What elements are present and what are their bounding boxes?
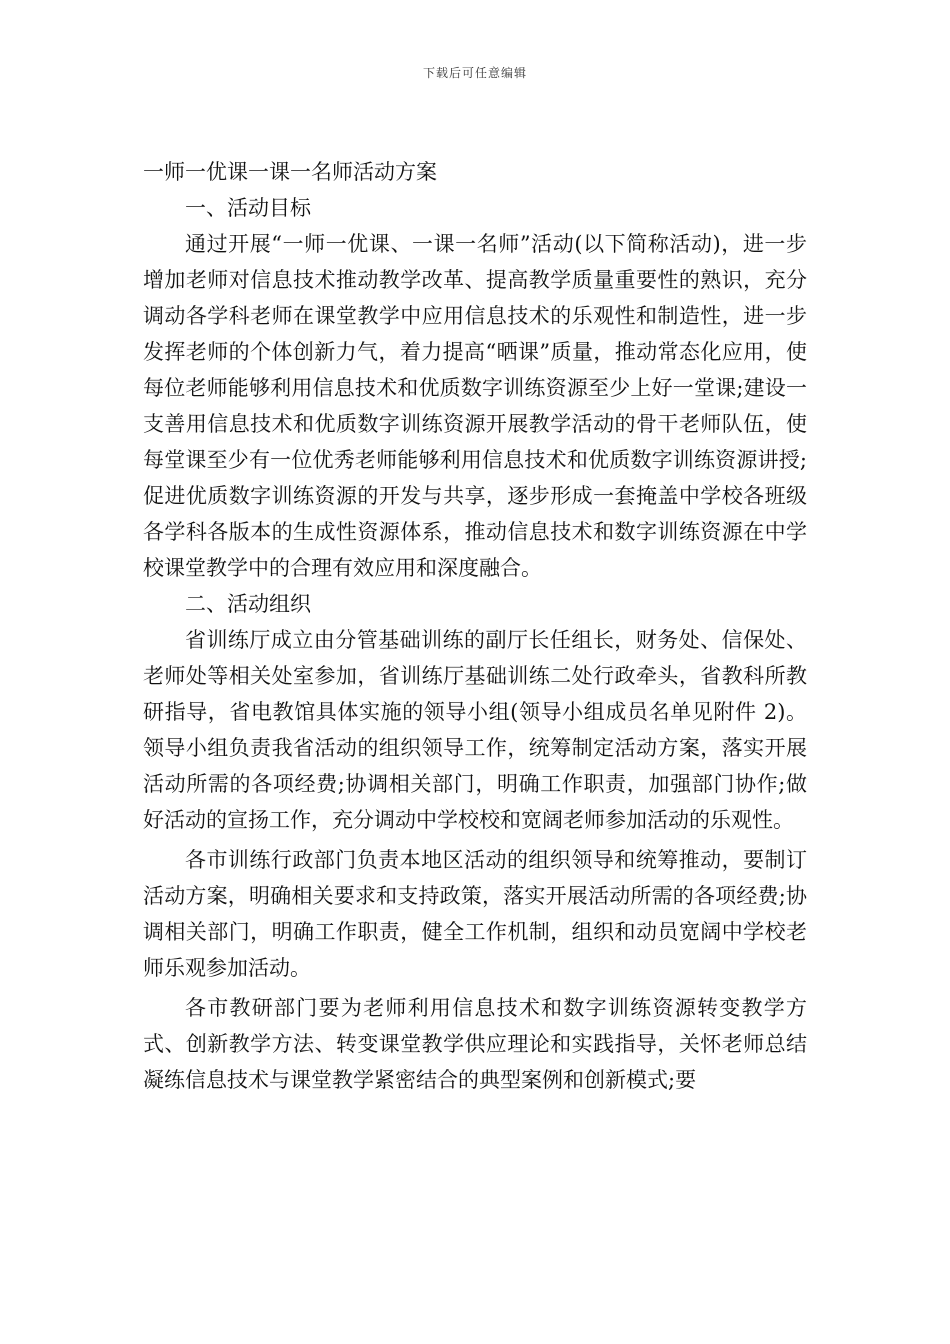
section-heading-organization: 二、活动组织: [185, 592, 311, 616]
page-header: 下载后可任意编辑: [422, 66, 527, 80]
document-body: [143, 154, 807, 1098]
section-heading-goals: 一、活动目标: [185, 196, 311, 220]
document-title: 一师一优课一课一名师活动方案: [143, 160, 437, 184]
paragraph-goals: 通过开展“一师一优课、一课一名师”活动(以下简称活动)，进一步增加老师对信息技术推动教学改革、提高教学质量重要性的熟识，充分调动各学科老师在课堂教学中应用信息技术的乐观性和制造性，进一步发挥老师的个体创新力气，着力提高“晒课”质量，推动常态化应用，使每位老师能够利用信息技术和优质数字训练资源至少上好一堂课;建设一支善用信息技术和优质数字训练资源开展教学活动的骨干老师队伍，使每堂课至少有一位优秀老师能够利用信息技术和优质数字训练资源讲授;促进优质数字训练资源的开发与共享，逐步形成一套掩盖中学校各班级各学科各版本的生成性资源体系，推动信息技术和数字训练资源在中学校课堂教学中的合理有效应用和深度融合。: [143, 232, 807, 580]
paragraph-leadership-group: 省训练厅成立由分管基础训练的副厅长任组长，财务处、信保处、老师处等相关处室参加，省训练厅基础训练二处行政牵头，省教科所教研指导，省电教馆具体实施的领导小组(领导小组成员名单见附件 2)。领导小组负责我省活动的组织领导工作，统筹制定活动方案，落实开展活动所需的各项经费;协调相关部门，明确工作职责，加强部门协作;做好活动的宣扬工作，充分调动中学校校和宽阔老师参加活动的乐观性。: [143, 628, 807, 832]
paragraph-city-teaching-research: 各市教研部门要为老师利用信息技术和数字训练资源转变教学方式、创新教学方法、转变课堂教学供应理论和实践指导，关怀老师总结凝练信息技术与课堂教学紧密结合的典型案例和创新模式;要: [143, 996, 807, 1092]
paragraph-city-education-departments: 各市训练行政部门负责本地区活动的组织领导和统筹推动，要制订活动方案，明确相关要求和支持政策，落实开展活动所需的各项经费;协调相关部门，明确工作职责，健全工作机制，组织和动员宽阔中学校老师乐观参加活动。: [143, 848, 807, 980]
